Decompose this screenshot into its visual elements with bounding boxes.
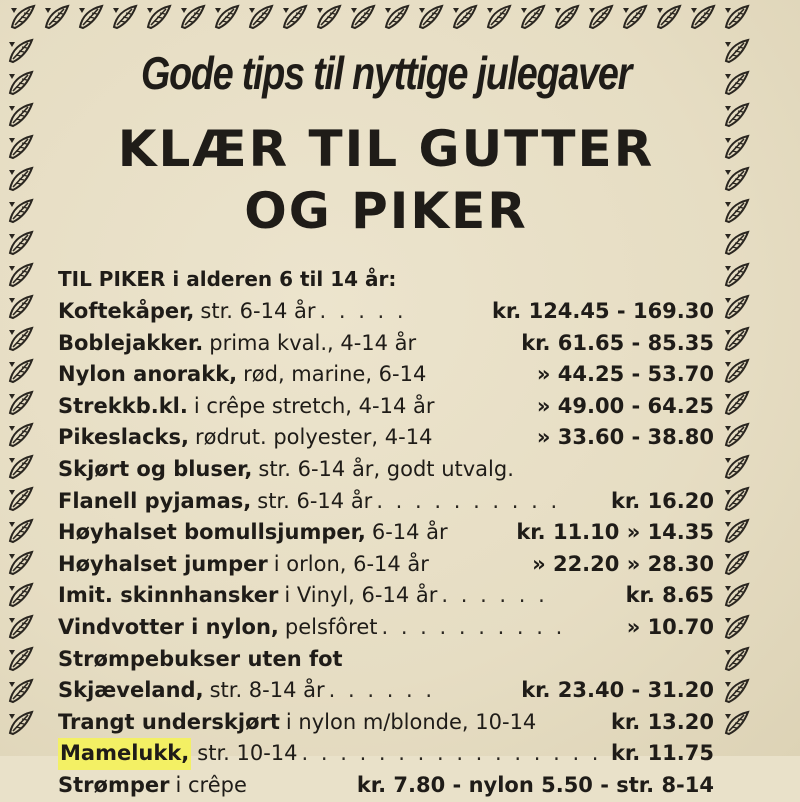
price-list-row <box>58 770 714 802</box>
price-list-row <box>58 328 714 360</box>
item-price: kr. 124.45 - 169.30 <box>491 299 714 323</box>
price-list-row <box>58 454 714 486</box>
decorative-leaf-border-icon <box>6 516 38 546</box>
item-price: kr. 23.40 - 31.20 <box>521 678 714 703</box>
section-title: TIL PIKER i alderen 6 til 14 år: <box>58 267 397 291</box>
item-description: i orlon, 6-14 år <box>273 551 429 576</box>
decorative-leaf-border-icon <box>6 420 38 450</box>
decorative-leaf-border-icon <box>722 548 754 578</box>
decorative-leaf-border-icon <box>212 2 244 32</box>
decorative-leaf-border-icon <box>6 196 38 226</box>
item-price: » 33.60 - 38.80 <box>536 425 714 450</box>
decorative-leaf-border-icon <box>6 292 38 322</box>
price-list-row <box>58 549 714 581</box>
price-list-row <box>58 612 714 644</box>
item-description: prima kval., 4-14 år <box>209 330 417 355</box>
decorative-leaf-border-icon <box>450 2 482 32</box>
ad-content <box>58 38 714 802</box>
ornamental-border-left <box>6 36 40 756</box>
decorative-leaf-border-icon <box>722 484 754 514</box>
ornamental-border-top <box>8 2 752 36</box>
item-name: Høyhalset bomullsjumper, <box>58 520 366 545</box>
price-list-row <box>58 391 714 423</box>
decorative-leaf-border-icon <box>518 2 550 32</box>
decorative-leaf-border-icon <box>722 100 754 130</box>
price-list-row <box>58 644 714 676</box>
decorative-leaf-border-icon <box>6 356 38 386</box>
decorative-leaf-border-icon <box>6 644 38 674</box>
headline-line-1: KLÆR TIL GUTTER <box>117 120 655 178</box>
price-list-row <box>58 296 714 328</box>
item-name: Trangt underskjørt <box>58 709 280 734</box>
item-price: kr. 61.65 - 85.35 <box>521 330 714 355</box>
decorative-leaf-border-icon <box>722 164 754 194</box>
decorative-leaf-border-icon <box>6 708 38 738</box>
item-price: kr. 7.80 - nylon 5.50 - str. 8-14 <box>356 772 714 797</box>
item-name: Pikeslacks, <box>58 425 189 450</box>
decorative-leaf-border-icon <box>722 196 754 226</box>
decorative-leaf-border-icon <box>722 2 752 32</box>
decorative-leaf-border-icon <box>722 292 754 322</box>
dot-leader: . . . . . . . . . . <box>376 488 561 513</box>
item-name: Skjæveland, <box>58 678 204 703</box>
dot-leader: . . . . . . . . . . . . . . . . <box>301 741 602 766</box>
decorative-leaf-border-icon <box>6 164 38 194</box>
decorative-leaf-border-icon <box>620 2 652 32</box>
headline-line-2: OG PIKER <box>244 182 528 240</box>
item-description: str. 6-14 år <box>200 299 316 323</box>
item-price: » 22.20 » 28.30 <box>532 551 714 576</box>
item-name: Skjørt og bluser, <box>58 456 253 481</box>
item-price: » 49.00 - 64.25 <box>536 393 714 418</box>
item-name: Flanell pyjamas, <box>58 488 252 513</box>
decorative-leaf-border-icon <box>722 356 754 386</box>
decorative-leaf-border-icon <box>416 2 448 32</box>
item-description: i nylon m/blonde, 10-14 <box>285 709 537 734</box>
decorative-leaf-border-icon <box>722 324 754 354</box>
item-description: i Vinyl, 6-14 år <box>284 583 438 608</box>
decorative-leaf-border-icon <box>76 2 108 32</box>
decorative-leaf-border-icon <box>6 548 38 578</box>
item-description: rødrut. polyester, 4-14 <box>195 425 433 450</box>
decorative-leaf-border-icon <box>722 676 754 706</box>
decorative-leaf-border-icon <box>6 580 38 610</box>
item-name: Koftekåper, <box>58 299 195 323</box>
decorative-leaf-border-icon <box>178 2 210 32</box>
decorative-leaf-border-icon <box>42 2 74 32</box>
decorative-leaf-border-icon <box>280 2 312 32</box>
item-price: kr. 8.65 <box>625 583 714 608</box>
decorative-leaf-border-icon <box>654 2 686 32</box>
decorative-leaf-border-icon <box>382 2 414 32</box>
decorative-leaf-border-icon <box>6 388 38 418</box>
decorative-leaf-border-icon <box>6 324 38 354</box>
price-list-row <box>58 707 714 739</box>
item-price: » 10.70 <box>626 614 714 639</box>
dot-leader: . . . . . . . . . . <box>381 614 566 639</box>
item-description: 6-14 år <box>371 520 448 545</box>
dot-leader: . . . . . . <box>328 678 436 703</box>
item-description: str. 6-14 år, godt utvalg. <box>258 456 514 481</box>
price-list-row <box>58 517 714 549</box>
price-list <box>58 296 714 802</box>
item-price: kr. 11.10 » 14.35 <box>516 520 714 545</box>
decorative-leaf-border-icon <box>722 452 754 482</box>
item-description: str. 10-14 <box>197 741 298 766</box>
decorative-leaf-border-icon <box>722 36 754 66</box>
price-list-row <box>58 359 714 391</box>
item-description: i crêpe stretch, 4-14 år <box>193 393 435 418</box>
item-price: kr. 11.75 <box>610 741 714 766</box>
decorative-leaf-border-icon <box>722 580 754 610</box>
decorative-leaf-border-icon <box>552 2 584 32</box>
decorative-leaf-border-icon <box>6 260 38 290</box>
ornamental-border-right <box>722 36 756 756</box>
item-name: Boblejakker. <box>58 330 204 355</box>
decorative-leaf-border-icon <box>722 388 754 418</box>
decorative-leaf-border-icon <box>144 2 176 32</box>
price-list-row <box>58 675 714 707</box>
decorative-leaf-border-icon <box>722 260 754 290</box>
item-description: pelsfôret <box>284 614 378 639</box>
decorative-leaf-border-icon <box>722 708 754 738</box>
decorative-leaf-border-icon <box>8 2 40 32</box>
item-description: rød, marine, 6-14 <box>243 362 427 387</box>
decorative-leaf-border-icon <box>6 132 38 162</box>
item-price: kr. 16.20 <box>610 488 714 513</box>
slogan: Gode tips til nyttige julegaver <box>140 47 632 99</box>
decorative-leaf-border-icon <box>484 2 516 32</box>
price-list-row <box>58 738 714 770</box>
decorative-leaf-border-icon <box>348 2 380 32</box>
dot-leader: . . . . . <box>319 299 407 323</box>
item-name: Strømpebukser uten fot <box>58 646 343 671</box>
item-name: Mamelukk, <box>58 738 191 770</box>
decorative-leaf-border-icon <box>722 516 754 546</box>
item-name: Vindvotter i nylon, <box>58 614 279 639</box>
decorative-leaf-border-icon <box>586 2 618 32</box>
decorative-leaf-border-icon <box>6 100 38 130</box>
item-name: Nylon anorakk, <box>58 362 238 387</box>
price-list-row <box>58 486 714 518</box>
decorative-leaf-border-icon <box>722 68 754 98</box>
item-description: str. 8-14 år <box>209 678 325 703</box>
decorative-leaf-border-icon <box>6 676 38 706</box>
decorative-leaf-border-icon <box>722 644 754 674</box>
decorative-leaf-border-icon <box>688 2 720 32</box>
decorative-leaf-border-icon <box>722 612 754 642</box>
decorative-leaf-border-icon <box>6 36 38 66</box>
item-price: kr. 13.20 <box>610 709 714 734</box>
decorative-leaf-border-icon <box>6 612 38 642</box>
price-list-row <box>58 580 714 612</box>
item-price: » 44.25 - 53.70 <box>536 362 714 387</box>
decorative-leaf-border-icon <box>6 228 38 258</box>
decorative-leaf-border-icon <box>722 420 754 450</box>
decorative-leaf-border-icon <box>110 2 142 32</box>
item-name: Strekkb.kl. <box>58 393 188 418</box>
item-description: str. 6-14 år <box>257 488 373 513</box>
decorative-leaf-border-icon <box>246 2 278 32</box>
dot-leader: . . . . . . <box>441 583 548 608</box>
decorative-leaf-border-icon <box>722 228 754 258</box>
decorative-leaf-border-icon <box>6 68 38 98</box>
item-description: i crêpe <box>175 772 247 797</box>
decorative-leaf-border-icon <box>722 132 754 162</box>
item-name: Høyhalset jumper <box>58 551 268 576</box>
item-name: Imit. skinnhansker <box>58 583 279 608</box>
item-name: Strømper <box>58 772 170 797</box>
decorative-leaf-border-icon <box>6 452 38 482</box>
price-list-row <box>58 422 714 454</box>
decorative-leaf-border-icon <box>314 2 346 32</box>
decorative-leaf-border-icon <box>6 484 38 514</box>
